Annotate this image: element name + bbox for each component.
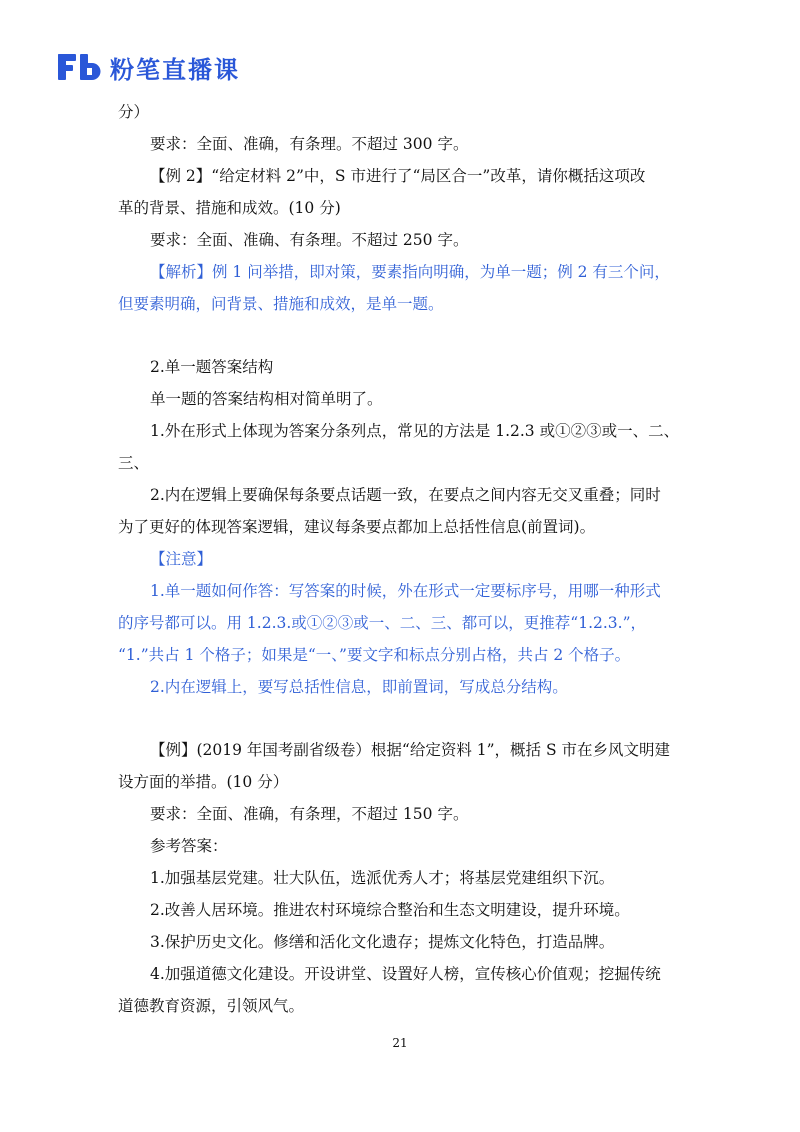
text-line: 要求：全面、准确、有条理。不超过 250 字。 bbox=[150, 231, 469, 249]
answer-line: 3.保护历史文化。修缮和活化文化遗存；提炼文化特色，打造品牌。 bbox=[150, 933, 615, 951]
text-line: 参考答案： bbox=[150, 837, 228, 855]
text-line: 单一题的答案结构相对简单明了。 bbox=[150, 390, 383, 408]
analysis-line: 【解析】例 1 问举措，即对策，要素指向明确，为单一题；例 2 有三个问， bbox=[150, 263, 670, 281]
answer-line: 4.加强道德文化建设。开设讲堂、设置好人榜，宣传核心价值观；挖掘传统 bbox=[150, 965, 661, 983]
section-heading: 2.单一题答案结构 bbox=[150, 358, 274, 376]
answer-line: 1.加强基层党建。壮大队伍，选派优秀人才；将基层党建组织下沉。 bbox=[150, 869, 615, 887]
text-line: 要求：全面、准确，有条理。不超过 300 字。 bbox=[150, 135, 469, 153]
page-number: 21 bbox=[392, 1036, 408, 1050]
text-line: 要求：全面、准确，有条理，不超过 150 字。 bbox=[150, 805, 469, 823]
fb-logo-icon bbox=[58, 50, 104, 84]
logo-text: 粉笔直播课 bbox=[110, 55, 240, 84]
text-line: 三、 bbox=[118, 454, 150, 472]
document-body bbox=[118, 96, 688, 1022]
note-heading: 【注意】 bbox=[150, 550, 213, 568]
text-line: 【例】(2019 年国考副省级卷）根据“给定资料 1”，概括 S 市在乡风文明建 bbox=[150, 741, 671, 759]
note-line: 1.单一题如何作答：写答案的时候，外在形式一定要标序号，用哪一种形式 bbox=[150, 582, 661, 600]
text-line: 2.内在逻辑上要确保每条要点话题一致，在要点之间内容无交叉重叠；同时 bbox=[150, 486, 661, 504]
text-line: 设方面的举措。(10 分） bbox=[118, 773, 289, 791]
paragraph-gap bbox=[118, 703, 688, 734]
paragraph-gap bbox=[118, 320, 688, 351]
text-line: 革的背景、措施和成效。(10 分) bbox=[118, 199, 341, 217]
note-line: 2.内在逻辑上，要写总括性信息，即前置词，写成总分结构。 bbox=[150, 678, 568, 696]
answer-line: 道德教育资源，引领风气。 bbox=[118, 997, 305, 1015]
analysis-line: 但要素明确，问背景、措施和成效，是单一题。 bbox=[118, 295, 444, 313]
note-line: 的序号都可以。用 1.2.3.或①②③或一、二、三、都可以，更推荐“1.2.3.”， bbox=[118, 614, 647, 632]
text-line: 为了更好的体现答案逻辑，建议每条要点都加上总括性信息(前置词)。 bbox=[118, 518, 596, 536]
answer-line: 2.改善人居环境。推进农村环境综合整治和生态文明建设，提升环境。 bbox=[150, 901, 630, 919]
text-line: 【例 2】“给定材料 2”中，S 市进行了“局区合一”改革，请你概括这项改 bbox=[150, 167, 646, 185]
note-line: “1.”共占 1 个格子；如果是“一、”要文字和标点分别占格，共占 2 个格子。 bbox=[118, 646, 631, 664]
brand-logo bbox=[58, 50, 240, 84]
text-line: 1.外在形式上体现为答案分条列点，常见的方法是 1.2.3 或①②③或一、二、 bbox=[150, 422, 680, 440]
text-line: 分） bbox=[118, 103, 150, 121]
